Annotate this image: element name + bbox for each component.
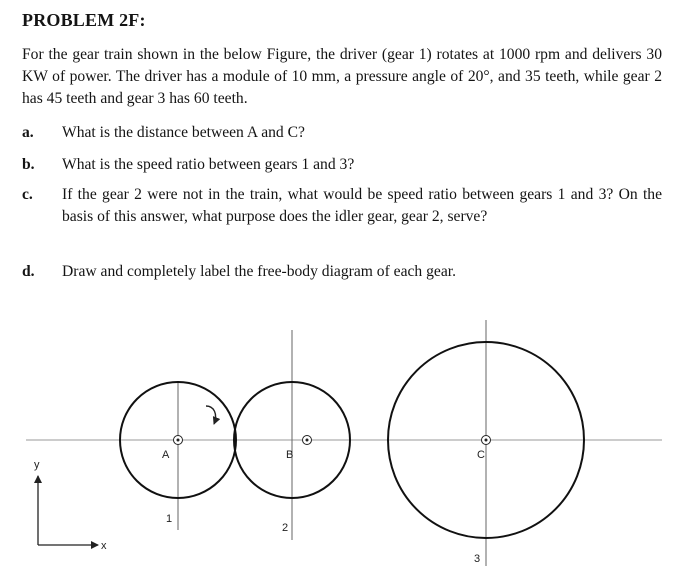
gear-1-number: 1 — [166, 513, 173, 525]
gear-2-pivot-icon — [303, 436, 312, 445]
question-text: What is the speed ratio between gears 1 and 3? — [62, 156, 355, 173]
question-text: What is the distance between A and C? — [62, 124, 305, 141]
question-c — [22, 184, 662, 228]
x-axis-label: x — [101, 540, 107, 552]
gear-3-center-label: C — [477, 449, 485, 461]
question-text: Draw and completely label the free-body diagram of each gear. — [62, 263, 456, 280]
question-label: d. — [22, 263, 35, 280]
question-label: a. — [22, 124, 34, 141]
gear-3-number: 3 — [474, 553, 481, 565]
gear-1-center-label: A — [162, 449, 170, 461]
question-label: c. — [22, 186, 33, 203]
gear-1-pivot-icon — [174, 436, 183, 445]
question-a — [22, 122, 662, 144]
y-axis-label: y — [34, 459, 40, 471]
problem-statement: For the gear train shown in the below Figure, the driver (gear 1) rotates at 1000 rpm and delivers 30 KW of power. The driver has a module of 10 mm, a pressure angle of 20°, and 35 teeth, while gear 2 has 45 teeth and gear 3 has 60 teeth. — [22, 46, 662, 107]
rotation-arrow-icon — [206, 406, 216, 424]
question-b — [22, 154, 662, 176]
question-text: If the gear 2 were not in the train, what would be speed ratio between gears 1 and 3? On the basis of this answer, what purpose does the idler gear, gear 2, serve? — [62, 186, 662, 225]
question-d — [22, 261, 662, 283]
gear-train-figure — [0, 300, 700, 585]
gear-3-pivot-icon — [482, 436, 491, 445]
gear-2-number: 2 — [282, 522, 289, 534]
question-label: b. — [22, 156, 35, 173]
gear-2-center-label: B — [286, 449, 294, 461]
problem-title: PROBLEM 2F: — [22, 10, 146, 30]
